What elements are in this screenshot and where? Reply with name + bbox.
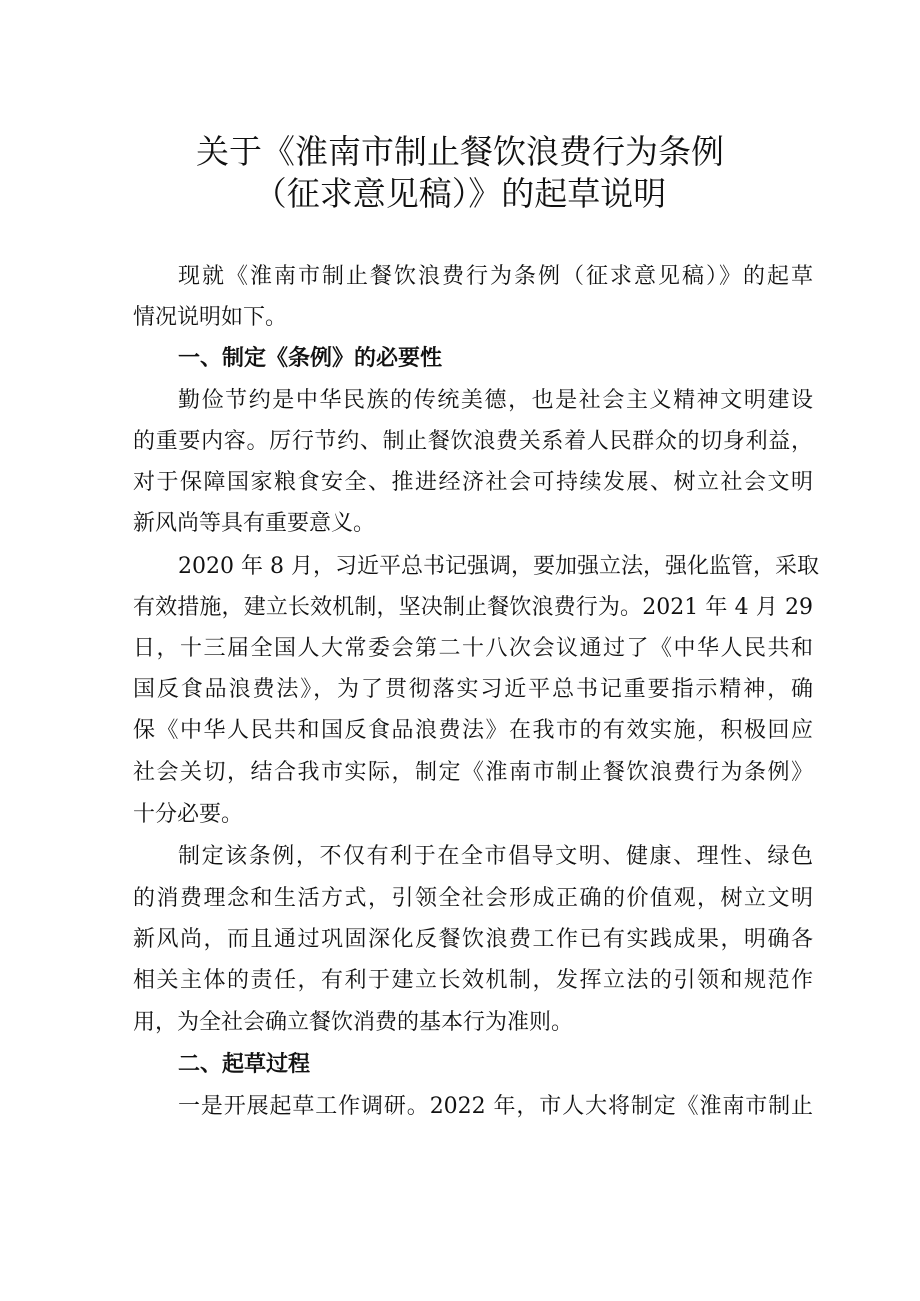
paragraph-line: 新风尚，而且通过巩固深化反餐饮浪费工作已有实践成果，明确各	[133, 927, 813, 952]
paragraph-line: 新风尚等具有重要意义。	[133, 511, 376, 536]
paragraph-line: 对于保障国家粮食安全、推进经济社会可持续发展、树立社会文明	[133, 470, 813, 495]
intro-line: 现就《淮南市制止餐饮浪费行为条例（征求意见稿）》的起草	[178, 264, 813, 289]
paragraph-line: 保《中华人民共和国反食品浪费法》在我市的有效实施，积极回应	[133, 718, 813, 743]
paragraph-line: 2020 年 8 月，习近平总书记强调，要加强立法，强化监管，采取	[178, 554, 819, 579]
paragraph-line: 一是开展起草工作调研。2022 年，市人大将制定《淮南市制止	[178, 1094, 813, 1119]
paragraph-line: 的重要内容。厉行节约、制止餐饮浪费关系着人民群众的切身利益，	[133, 429, 813, 454]
document-title-line-2: （征求意见稿）》的起草说明	[253, 174, 667, 213]
document-title-line-1: 关于《淮南市制止餐饮浪费行为条例	[196, 132, 724, 171]
paragraph-line: 十分必要。	[133, 802, 244, 827]
paragraph-line: 制定该条例，不仅有利于在全市倡导文明、健康、理性、绿色	[178, 844, 813, 869]
section-heading-drafting-process: 二、起草过程	[178, 1052, 311, 1077]
paragraph-line: 日，十三届全国人大常委会第二十八次会议通过了《中华人民共和	[133, 636, 813, 661]
section-heading-necessity: 一、制定《条例》的必要性	[178, 346, 443, 371]
paragraph-line: 国反食品浪费法》，为了贯彻落实习近平总书记重要指示精神，确	[133, 677, 813, 702]
paragraph-line: 的消费理念和生活方式，引领全社会形成正确的价值观，树立文明	[133, 886, 813, 911]
paragraph-line: 相关主体的责任，有利于建立长效机制，发挥立法的引领和规范作	[133, 968, 813, 993]
paragraph-line: 用，为全社会确立餐饮消费的基本行为准则。	[133, 1010, 574, 1035]
intro-line: 情况说明如下。	[133, 305, 288, 330]
paragraph-line: 勤俭节约是中华民族的传统美德，也是社会主义精神文明建设	[178, 388, 813, 413]
paragraph-line: 有效措施，建立长效机制，坚决制止餐饮浪费行为。2021 年 4 月 29	[133, 595, 813, 620]
paragraph-line: 社会关切，结合我市实际，制定《淮南市制止餐饮浪费行为条例》	[133, 760, 813, 785]
